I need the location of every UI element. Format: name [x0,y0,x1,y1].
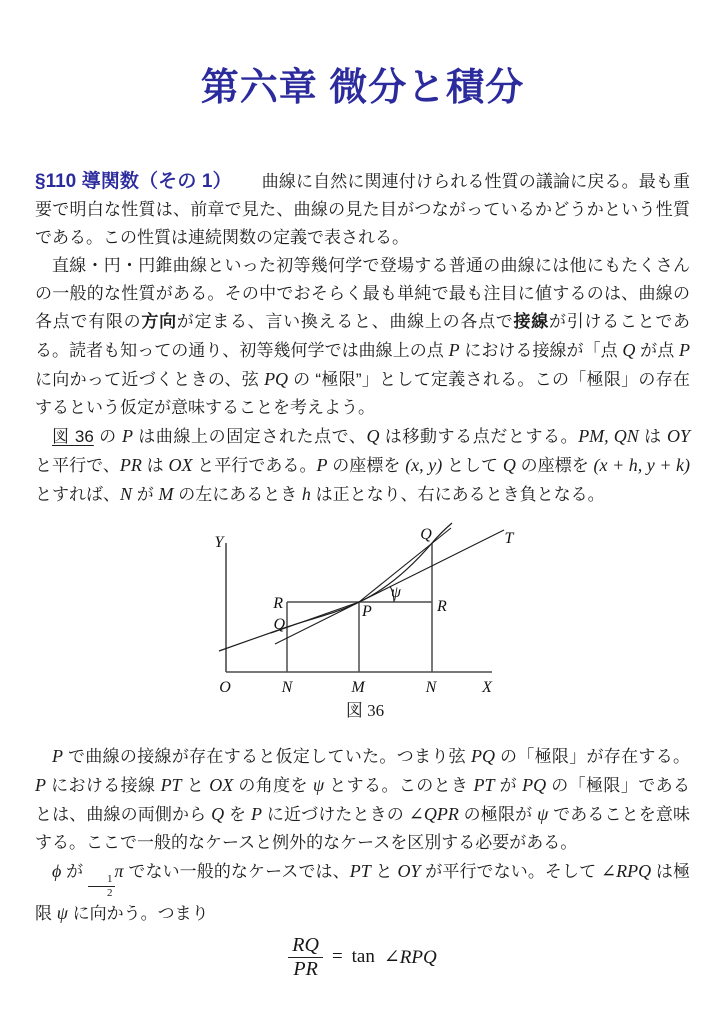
paragraph-tangent-limit: P で曲線の接線が存在すると仮定していた。つまり弦 PQ の「極限」が存在する。P における接線 PT と OX の角度を ψ とする。このとき PT が PQ の「極限」であるとは、曲線の両側から Q を P に近づけたときの ∠QPR の極限が ψ であることを意味する。ここで一般的なケースと例外的なケースを区別する必要がある。 [35,745,691,852]
figure-caption: 図 36 [345,700,385,720]
label-origin: O [219,678,231,696]
equation-equals: = [331,946,343,968]
equation-numerator: RQ [288,934,323,958]
label-m: M [351,678,365,696]
tangent-line [275,530,504,644]
label-r-right: R [437,597,447,615]
label-q-left: Q [273,615,285,633]
label-q-top: Q [420,525,432,543]
label-r-left: R [273,594,283,612]
equation-denominator: PR [293,958,318,981]
equation-angle: ∠RPQ [383,946,437,968]
chord-right [359,525,451,602]
label-t: T [504,529,514,547]
figure-36 [195,515,535,721]
curve [219,523,452,651]
figure-36-diagram [195,515,535,701]
label-n-right: N [425,678,437,696]
paragraph-intro [35,168,690,252]
paragraph-properties: 直線・円・円錐曲線といった初等幾何学で登場する普通の曲線には他にもたくさんの一般的な性質がある。その中でおそらく最も単純で最も注目に値するのは、曲線の各点で有限の方向が定まる、言い換えると、曲線上の各点で接線が引けることである。読者も知っての通り、初等幾何学では曲線上の点 P における接線が「点 Q が点 P に向かって近づくときの、弦 PQ の “極限”」として定義される。この「極限」の存在するという仮定が意味することを考えよう。 [35,255,691,417]
paragraph-general-case: ϕ が $\frac{1}{2}$ π でない一般的なケースでは、PT と OY が平行でない。そして ∠RPQ は極限 ψ に向かう。つまり [35,860,690,924]
label-psi: ψ [391,583,401,601]
equation-function: tan [351,946,375,968]
paragraph-intro-text: 曲線に自然に関連付けられる性質の議論に戻る。最も重要で明白な性質は、前章で見た、曲線の見た目がつながっているかどうかという性質である。この性質は連続関数の定義で表される。 [35,171,690,247]
equation [35,932,690,982]
label-y: Y [214,533,224,551]
label-p: P [362,602,372,620]
chapter-title: 第六章 微分と積分 [200,67,525,109]
equation-fraction [288,934,323,981]
label-x: X [482,678,492,696]
label-n-left: N [281,678,293,696]
section-heading: §110 導関数（その 1） [35,170,232,192]
paragraph-figure-setup: 図 36 の P は曲線上の固定された点で、Q は移動する点だとする。PM, QN は OY と平行で、PR は OX と平行である。P の座標を (x, y) として Q の座標を (x + h, y + k) とすれば、N が M の左にあるとき h は正となり、右にあるとき負となる。 [35,425,690,504]
